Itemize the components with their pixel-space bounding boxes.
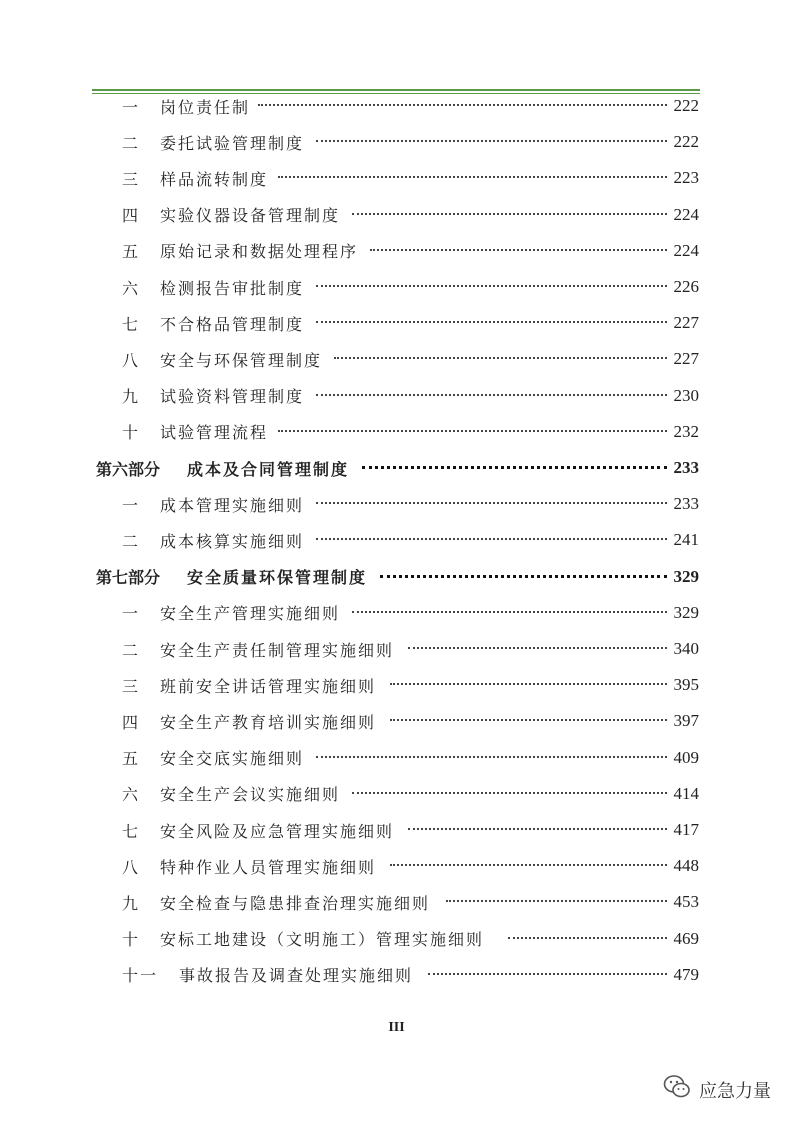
toc-entry-number: 十 — [122, 930, 141, 950]
toc-entry-number: 十一 — [122, 966, 159, 986]
toc-dot-leader — [316, 538, 667, 540]
toc-entry[interactable] — [0, 631, 793, 667]
toc-entry-number: 五 — [122, 749, 141, 769]
toc-dot-leader — [278, 176, 667, 178]
toc-entry[interactable] — [0, 848, 793, 884]
toc-dot-leader — [352, 792, 667, 794]
toc-entry-page: 227 — [673, 313, 699, 333]
toc-entry-number: 九 — [122, 387, 141, 407]
toc-entry[interactable] — [0, 740, 793, 776]
toc-dot-leader — [370, 249, 667, 251]
toc-entry-page: 417 — [673, 820, 699, 839]
toc-dot-leader — [390, 683, 667, 685]
watermark — [663, 1074, 771, 1105]
toc-entry-page: 230 — [673, 385, 699, 405]
toc-entry-title: 班前安全讲话管理实施细则 — [160, 676, 377, 696]
toc-entry-page: 409 — [673, 747, 699, 767]
toc-entry[interactable] — [0, 812, 793, 848]
toc-entry-number: 八 — [122, 857, 141, 877]
toc-entry[interactable] — [0, 957, 793, 993]
toc-entry-page: 232 — [673, 421, 699, 441]
watermark-text: 应急力量 — [699, 1080, 771, 1102]
toc-entry-title: 成本管理实施细则 — [160, 495, 305, 515]
toc-entry-page: 223 — [673, 168, 699, 188]
toc-part-entry[interactable] — [0, 450, 793, 486]
toc-entry[interactable] — [0, 341, 793, 377]
toc-dot-leader — [408, 647, 667, 649]
toc-dot-leader — [408, 828, 667, 830]
toc-entry[interactable] — [0, 522, 793, 558]
toc-entry-number: 十 — [122, 423, 141, 443]
toc-entry-title: 成本及合同管理制度 — [187, 459, 350, 479]
toc-entry-page: 479 — [673, 964, 699, 984]
toc-entry-number: 三 — [122, 676, 141, 696]
toc-entry-title: 事故报告及调查处理实施细则 — [179, 966, 414, 986]
toc-entry[interactable] — [0, 703, 793, 739]
toc-entry-title: 安全生产责任制管理实施细则 — [160, 640, 395, 660]
toc-entry-number: 一 — [122, 97, 141, 117]
toc-entry[interactable] — [0, 921, 793, 957]
toc-dot-leader — [316, 756, 667, 758]
toc-dot-leader — [508, 937, 667, 939]
toc-entry-title: 安全风险及应急管理实施细则 — [160, 821, 395, 841]
toc-dot-leader — [352, 213, 667, 215]
toc-entry-number: 七 — [122, 821, 141, 841]
toc-dot-leader — [258, 104, 667, 106]
toc-entry-page: 233 — [673, 494, 699, 514]
toc-entry[interactable] — [0, 160, 793, 196]
toc-entry[interactable] — [0, 233, 793, 269]
toc-entry[interactable] — [0, 88, 793, 124]
toc-entry-number: 五 — [122, 242, 141, 262]
toc-entry[interactable] — [0, 667, 793, 703]
toc-entry-title: 原始记录和数据处理程序 — [160, 242, 359, 262]
toc-entry-page: 395 — [673, 675, 699, 695]
toc-dot-leader — [390, 864, 667, 866]
toc-entry-title: 安全检查与隐患排查治理实施细则 — [160, 893, 431, 913]
toc-entry-number: 二 — [122, 531, 141, 551]
toc-entry[interactable] — [0, 776, 793, 812]
toc-entry-number: 九 — [122, 893, 141, 913]
toc-entry-title: 安全与环保管理制度 — [160, 350, 323, 370]
toc-dot-leader — [316, 140, 667, 142]
toc-entry-page: 227 — [673, 349, 699, 369]
toc-entry[interactable] — [0, 378, 793, 414]
toc-dot-leader — [446, 900, 667, 902]
toc-entry[interactable] — [0, 269, 793, 305]
toc-entry-page: 233 — [673, 458, 699, 477]
toc-dot-leader — [334, 357, 667, 359]
toc-entry-number: 七 — [122, 314, 141, 334]
toc-entry-page: 469 — [673, 928, 699, 948]
toc-entry[interactable] — [0, 305, 793, 341]
toc-entry-title: 实验仪器设备管理制度 — [160, 206, 341, 226]
toc-entry-page: 241 — [673, 530, 699, 550]
toc-entry-title: 检测报告审批制度 — [160, 278, 305, 298]
toc-entry-title: 安全质量环保管理制度 — [187, 568, 368, 588]
toc-entry-number: 六 — [122, 785, 141, 805]
toc-entry[interactable] — [0, 414, 793, 450]
toc-dot-leader — [316, 285, 667, 287]
toc-entry-number: 二 — [122, 133, 141, 153]
toc-entry-page: 340 — [673, 639, 699, 658]
toc-entry-title: 试验管理流程 — [160, 423, 269, 443]
toc-entry-title: 样品流转制度 — [160, 169, 269, 189]
toc-entry-number: 三 — [122, 169, 141, 189]
toc-entry-title: 特种作业人员管理实施细则 — [160, 857, 377, 877]
toc-entry-number: 四 — [122, 712, 141, 732]
toc-entry[interactable] — [0, 124, 793, 160]
toc-dot-leader — [428, 973, 667, 975]
toc-entry-page: 448 — [673, 856, 699, 876]
toc-dot-leader — [316, 502, 667, 504]
toc-entry-number: 第七部分 — [96, 568, 161, 588]
toc-entry[interactable] — [0, 884, 793, 920]
toc-entry[interactable] — [0, 197, 793, 233]
toc-entry-page: 222 — [673, 96, 699, 115]
toc-entry-page: 329 — [673, 566, 699, 586]
toc-entry-page: 226 — [673, 277, 699, 296]
toc-entry-page: 414 — [673, 783, 699, 803]
toc-entry-number: 第六部分 — [96, 459, 161, 479]
toc-entry-number: 二 — [122, 640, 141, 660]
toc-entry-page: 453 — [673, 892, 699, 912]
toc-entry-title: 安全生产管理实施细则 — [160, 604, 341, 624]
toc-dot-leader — [390, 719, 667, 721]
toc-entry-title: 安全生产会议实施细则 — [160, 785, 341, 805]
toc-entry-number: 八 — [122, 350, 141, 370]
toc-entry-title: 安全交底实施细则 — [160, 749, 305, 769]
toc-entry[interactable] — [0, 486, 793, 522]
wechat-icon — [663, 1074, 691, 1105]
toc-part-entry[interactable] — [0, 559, 793, 595]
toc-entry-title: 成本核算实施细则 — [160, 531, 305, 551]
toc-dot-leader — [380, 575, 667, 578]
toc-entry-number: 一 — [122, 604, 141, 624]
toc-entry-title: 岗位责任制 — [160, 97, 251, 117]
toc-entry-page: 224 — [673, 240, 699, 260]
toc-entry[interactable] — [0, 595, 793, 631]
toc-entry-number: 六 — [122, 278, 141, 298]
toc-entry-title: 不合格品管理制度 — [160, 314, 305, 334]
toc-dot-leader — [316, 321, 667, 323]
toc-entry-number: 一 — [122, 495, 141, 515]
toc-dot-leader — [362, 466, 667, 469]
page-number: III — [388, 1020, 405, 1035]
toc-entry-title: 安全生产教育培训实施细则 — [160, 712, 377, 732]
toc-entry-page: 397 — [673, 711, 699, 731]
toc-dot-leader — [316, 394, 667, 396]
toc-dot-leader — [278, 430, 667, 432]
toc-dot-leader — [352, 611, 667, 613]
toc-entry-title: 安标工地建设（文明施工）管理实施细则 — [160, 930, 485, 950]
toc-entry-number: 四 — [122, 206, 141, 226]
toc-entry-title: 委托试验管理制度 — [160, 133, 305, 153]
toc-entry-page: 222 — [673, 132, 699, 152]
toc-entry-title: 试验资料管理制度 — [160, 387, 305, 407]
toc-entry-page: 329 — [673, 602, 699, 622]
toc-entry-page: 224 — [673, 204, 699, 224]
